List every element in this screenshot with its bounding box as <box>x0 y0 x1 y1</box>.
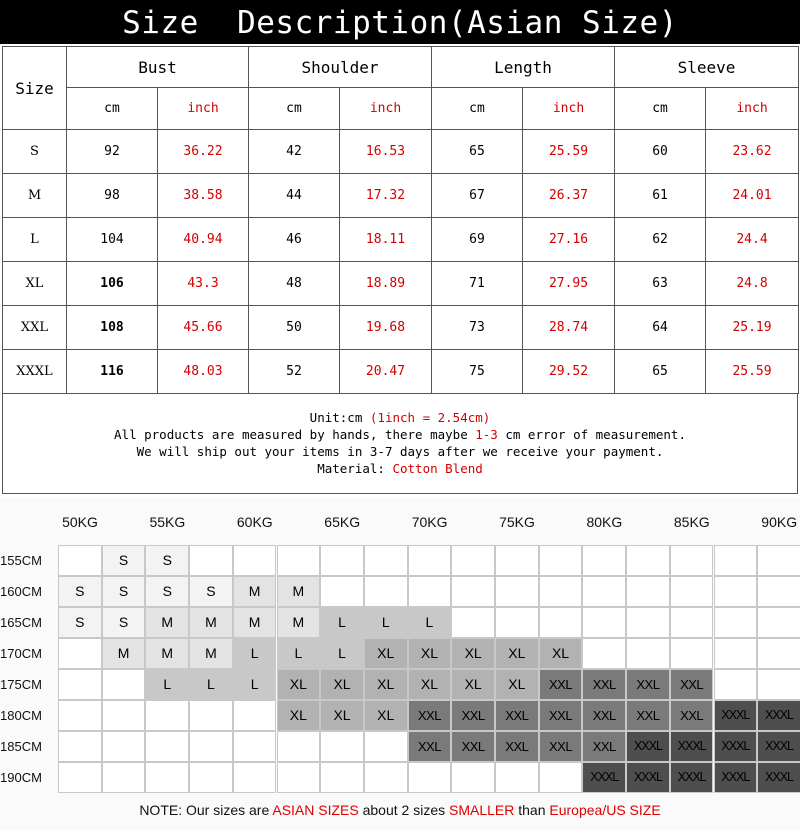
inch-value: 20.47 <box>340 350 432 394</box>
size-cell: M <box>102 638 146 669</box>
empty-cell <box>58 700 102 731</box>
inch-value: 24.4 <box>706 218 799 262</box>
inch-value: 18.11 <box>340 218 432 262</box>
size-cell: XL <box>408 638 452 669</box>
empty-cell <box>539 545 583 576</box>
size-cell: S <box>189 576 233 607</box>
bust-header: Bust <box>67 47 249 88</box>
height-label: 155CM <box>0 553 42 568</box>
size-cell: L <box>189 669 233 700</box>
empty-cell <box>582 545 626 576</box>
empty-cell <box>58 731 102 762</box>
size-row <box>3 350 799 394</box>
size-row <box>3 262 799 306</box>
unit-note-prefix: Unit:cm <box>309 410 370 425</box>
size-note <box>0 802 800 818</box>
empty-cell <box>451 607 495 638</box>
empty-cell <box>189 545 233 576</box>
weight-label: 75KG <box>499 514 535 530</box>
weight-label: 70KG <box>411 514 448 530</box>
inch-value: 36.22 <box>158 130 249 174</box>
cm-value: 62 <box>615 218 706 262</box>
empty-cell <box>58 638 102 669</box>
size-cell: XXL <box>582 731 626 762</box>
empty-cell <box>670 545 714 576</box>
note-asian: ASIAN SIZES <box>272 802 359 818</box>
empty-cell <box>408 576 452 607</box>
note-smaller: SMALLER <box>449 802 515 818</box>
unit-cm-header: cm <box>615 88 706 130</box>
size-cell: XXXL <box>714 731 758 762</box>
size-cell: M <box>145 607 189 638</box>
empty-cell <box>277 545 321 576</box>
empty-cell <box>757 669 800 700</box>
cm-value: 46 <box>249 218 340 262</box>
empty-cell <box>451 576 495 607</box>
size-row <box>3 306 799 350</box>
empty-cell <box>320 762 364 793</box>
size-column-header: Size <box>3 47 67 130</box>
unit-cm-header: cm <box>432 88 523 130</box>
empty-cell <box>320 731 364 762</box>
cm-value: 65 <box>432 130 523 174</box>
size-cell: XXL <box>582 700 626 731</box>
empty-cell <box>451 762 495 793</box>
material-label: Material: <box>317 461 393 476</box>
size-cell: XXL <box>451 731 495 762</box>
size-cell: XXL <box>539 731 583 762</box>
size-cell: XXL <box>539 700 583 731</box>
size-row <box>3 218 799 262</box>
sleeve-header: Sleeve <box>615 47 799 88</box>
empty-cell <box>757 607 800 638</box>
measurement-note-suffix: cm error of measurement. <box>497 427 686 442</box>
empty-cell <box>626 607 670 638</box>
cm-value: 64 <box>615 306 706 350</box>
size-cell: XL <box>364 638 408 669</box>
weight-label: 55KG <box>149 514 186 530</box>
weight-label: 80KG <box>586 514 623 530</box>
empty-cell <box>102 762 146 793</box>
size-cell: XXXL <box>757 762 800 793</box>
empty-cell <box>102 700 146 731</box>
measurement-error: 1-3 <box>475 427 498 442</box>
inch-value: 28.74 <box>523 306 615 350</box>
inch-value: 27.95 <box>523 262 615 306</box>
cm-value: 63 <box>615 262 706 306</box>
weight-label: 65KG <box>324 514 361 530</box>
cm-value: 65 <box>615 350 706 394</box>
size-cell: XL <box>277 700 321 731</box>
cm-value: 48 <box>249 262 340 306</box>
unit-inch-header: inch <box>340 88 432 130</box>
size-cell: XL <box>320 700 364 731</box>
size-cell: L <box>233 669 277 700</box>
size-cell: XXL <box>495 700 539 731</box>
weight-label: 90KG <box>761 514 798 530</box>
empty-cell <box>58 545 102 576</box>
cm-value: 71 <box>432 262 523 306</box>
cm-value: 42 <box>249 130 340 174</box>
size-cell: L <box>320 607 364 638</box>
size-cell: XXXL <box>714 762 758 793</box>
empty-cell <box>495 545 539 576</box>
empty-cell <box>145 700 189 731</box>
inch-value: 38.58 <box>158 174 249 218</box>
inch-value: 25.59 <box>706 350 799 394</box>
empty-cell <box>670 638 714 669</box>
empty-cell <box>626 576 670 607</box>
empty-cell <box>364 731 408 762</box>
empty-cell <box>714 576 758 607</box>
empty-cell <box>582 576 626 607</box>
empty-cell <box>495 607 539 638</box>
empty-cell <box>364 762 408 793</box>
empty-cell <box>233 762 277 793</box>
empty-cell <box>145 731 189 762</box>
size-label: S <box>3 130 67 174</box>
inch-value: 23.62 <box>706 130 799 174</box>
empty-cell <box>364 545 408 576</box>
empty-cell <box>495 762 539 793</box>
note-euro: Europea/US SIZE <box>549 802 661 818</box>
height-label: 180CM <box>0 708 42 723</box>
size-cell: XXL <box>539 669 583 700</box>
inch-value: 27.16 <box>523 218 615 262</box>
size-label: M <box>3 174 67 218</box>
empty-cell <box>320 545 364 576</box>
measurement-note-prefix: All products are measured by hands, there maybe <box>114 427 476 442</box>
size-cell: XXL <box>408 731 452 762</box>
cm-value: 73 <box>432 306 523 350</box>
empty-cell <box>277 762 321 793</box>
cm-value: 92 <box>67 130 158 174</box>
size-cell: XXL <box>670 700 714 731</box>
empty-cell <box>539 576 583 607</box>
empty-cell <box>670 607 714 638</box>
empty-cell <box>714 607 758 638</box>
cm-value: 104 <box>67 218 158 262</box>
height-label: 175CM <box>0 677 42 692</box>
empty-cell <box>539 762 583 793</box>
unit-conversion: (1inch = 2.54cm) <box>369 410 491 425</box>
size-cell: XXL <box>582 669 626 700</box>
size-cell: M <box>233 607 277 638</box>
empty-cell <box>757 545 800 576</box>
height-label: 190CM <box>0 770 42 785</box>
size-cell: S <box>102 545 146 576</box>
size-label: XL <box>3 262 67 306</box>
size-cell: XXL <box>451 700 495 731</box>
unit-cm-header: cm <box>249 88 340 130</box>
size-cell: XXXL <box>757 700 800 731</box>
cm-value: 50 <box>249 306 340 350</box>
size-cell: XXXL <box>626 731 670 762</box>
cm-value: 44 <box>249 174 340 218</box>
unit-inch-header: inch <box>523 88 615 130</box>
size-cell: XL <box>539 638 583 669</box>
size-cell: S <box>145 576 189 607</box>
size-cell: XL <box>495 669 539 700</box>
cm-value: 61 <box>615 174 706 218</box>
size-cell: S <box>145 545 189 576</box>
unit-inch-header: inch <box>158 88 249 130</box>
page-title: Size Description(Asian Size) <box>0 0 800 44</box>
size-cell: XXXL <box>670 762 714 793</box>
empty-cell <box>714 545 758 576</box>
size-row <box>3 130 799 174</box>
empty-cell <box>320 576 364 607</box>
size-cell: XXL <box>626 700 670 731</box>
unit-cm-header: cm <box>67 88 158 130</box>
inch-value: 19.68 <box>340 306 432 350</box>
size-cell: S <box>102 576 146 607</box>
empty-cell <box>408 762 452 793</box>
size-cell: XL <box>495 638 539 669</box>
empty-cell <box>233 731 277 762</box>
cm-value: 67 <box>432 174 523 218</box>
size-cell: S <box>102 607 146 638</box>
size-cell: XL <box>320 669 364 700</box>
size-cell: M <box>145 638 189 669</box>
cm-value: 98 <box>67 174 158 218</box>
cm-value: 106 <box>67 262 158 306</box>
shipping-note: We will ship out your items in 3-7 days after we receive your payment. <box>136 444 664 459</box>
cm-value: 75 <box>432 350 523 394</box>
size-label: XXL <box>3 306 67 350</box>
inch-value: 43.3 <box>158 262 249 306</box>
inch-value: 40.94 <box>158 218 249 262</box>
size-cell: L <box>364 607 408 638</box>
cm-value: 116 <box>67 350 158 394</box>
height-label: 170CM <box>0 646 42 661</box>
size-cell: M <box>189 638 233 669</box>
weight-label: 60KG <box>236 514 273 530</box>
note-middle: about 2 sizes <box>358 802 449 818</box>
empty-cell <box>714 638 758 669</box>
size-cell: M <box>233 576 277 607</box>
notes-box <box>2 393 798 494</box>
size-measurement-table <box>2 46 799 394</box>
empty-cell <box>189 731 233 762</box>
size-cell: L <box>233 638 277 669</box>
inch-value: 25.59 <box>523 130 615 174</box>
size-cell: XXL <box>626 669 670 700</box>
inch-value: 48.03 <box>158 350 249 394</box>
size-cell: XXL <box>495 731 539 762</box>
empty-cell <box>757 576 800 607</box>
size-cell: XL <box>364 700 408 731</box>
empty-cell <box>58 669 102 700</box>
cm-value: 69 <box>432 218 523 262</box>
empty-cell <box>189 762 233 793</box>
inch-value: 24.01 <box>706 174 799 218</box>
inch-value: 17.32 <box>340 174 432 218</box>
empty-cell <box>582 607 626 638</box>
empty-cell <box>189 700 233 731</box>
size-cell: XXXL <box>757 731 800 762</box>
size-cell: M <box>189 607 233 638</box>
empty-cell <box>233 700 277 731</box>
empty-cell <box>145 762 189 793</box>
size-cell: M <box>277 607 321 638</box>
empty-cell <box>670 576 714 607</box>
empty-cell <box>277 731 321 762</box>
empty-cell <box>102 669 146 700</box>
inch-value: 45.66 <box>158 306 249 350</box>
inch-value: 25.19 <box>706 306 799 350</box>
size-cell: XL <box>451 638 495 669</box>
height-label: 165CM <box>0 615 42 630</box>
size-cell: XXXL <box>670 731 714 762</box>
material-value: Cotton Blend <box>392 461 483 476</box>
unit-note <box>3 409 797 426</box>
size-cell: L <box>320 638 364 669</box>
size-row <box>3 174 799 218</box>
empty-cell <box>233 545 277 576</box>
height-label: 160CM <box>0 584 42 599</box>
inch-value: 24.8 <box>706 262 799 306</box>
inch-value: 18.89 <box>340 262 432 306</box>
size-cell: M <box>277 576 321 607</box>
size-cell: XXXL <box>582 762 626 793</box>
inch-value: 29.52 <box>523 350 615 394</box>
inch-value: 26.37 <box>523 174 615 218</box>
weight-label: 50KG <box>62 514 98 530</box>
size-cell: XXXL <box>626 762 670 793</box>
material-note <box>3 460 797 477</box>
height-weight-chart <box>0 497 800 831</box>
unit-inch-header: inch <box>706 88 799 130</box>
size-cell: S <box>58 576 102 607</box>
size-cell: L <box>277 638 321 669</box>
shoulder-header: Shoulder <box>249 47 432 88</box>
empty-cell <box>626 545 670 576</box>
empty-cell <box>539 607 583 638</box>
weight-label: 85KG <box>673 514 710 530</box>
size-cell: XXL <box>408 700 452 731</box>
size-cell: XL <box>408 669 452 700</box>
size-cell: XL <box>364 669 408 700</box>
empty-cell <box>626 638 670 669</box>
empty-cell <box>582 638 626 669</box>
size-cell: L <box>408 607 452 638</box>
inch-value: 16.53 <box>340 130 432 174</box>
size-cell: XXXL <box>714 700 758 731</box>
measurement-note <box>3 426 797 443</box>
size-label: L <box>3 218 67 262</box>
empty-cell <box>757 638 800 669</box>
cm-value: 60 <box>615 130 706 174</box>
empty-cell <box>451 545 495 576</box>
empty-cell <box>102 731 146 762</box>
cm-value: 108 <box>67 306 158 350</box>
length-header: Length <box>432 47 615 88</box>
size-cell: XL <box>277 669 321 700</box>
size-cell: S <box>58 607 102 638</box>
size-cell: L <box>145 669 189 700</box>
cm-value: 52 <box>249 350 340 394</box>
note-prefix: NOTE: Our sizes are <box>139 802 273 818</box>
empty-cell <box>364 576 408 607</box>
size-label: XXXL <box>3 350 67 394</box>
note-than: than <box>514 802 550 818</box>
empty-cell <box>408 545 452 576</box>
size-cell: XXL <box>670 669 714 700</box>
size-cell: XL <box>451 669 495 700</box>
empty-cell <box>58 762 102 793</box>
empty-cell <box>495 576 539 607</box>
height-label: 185CM <box>0 739 42 754</box>
empty-cell <box>714 669 758 700</box>
